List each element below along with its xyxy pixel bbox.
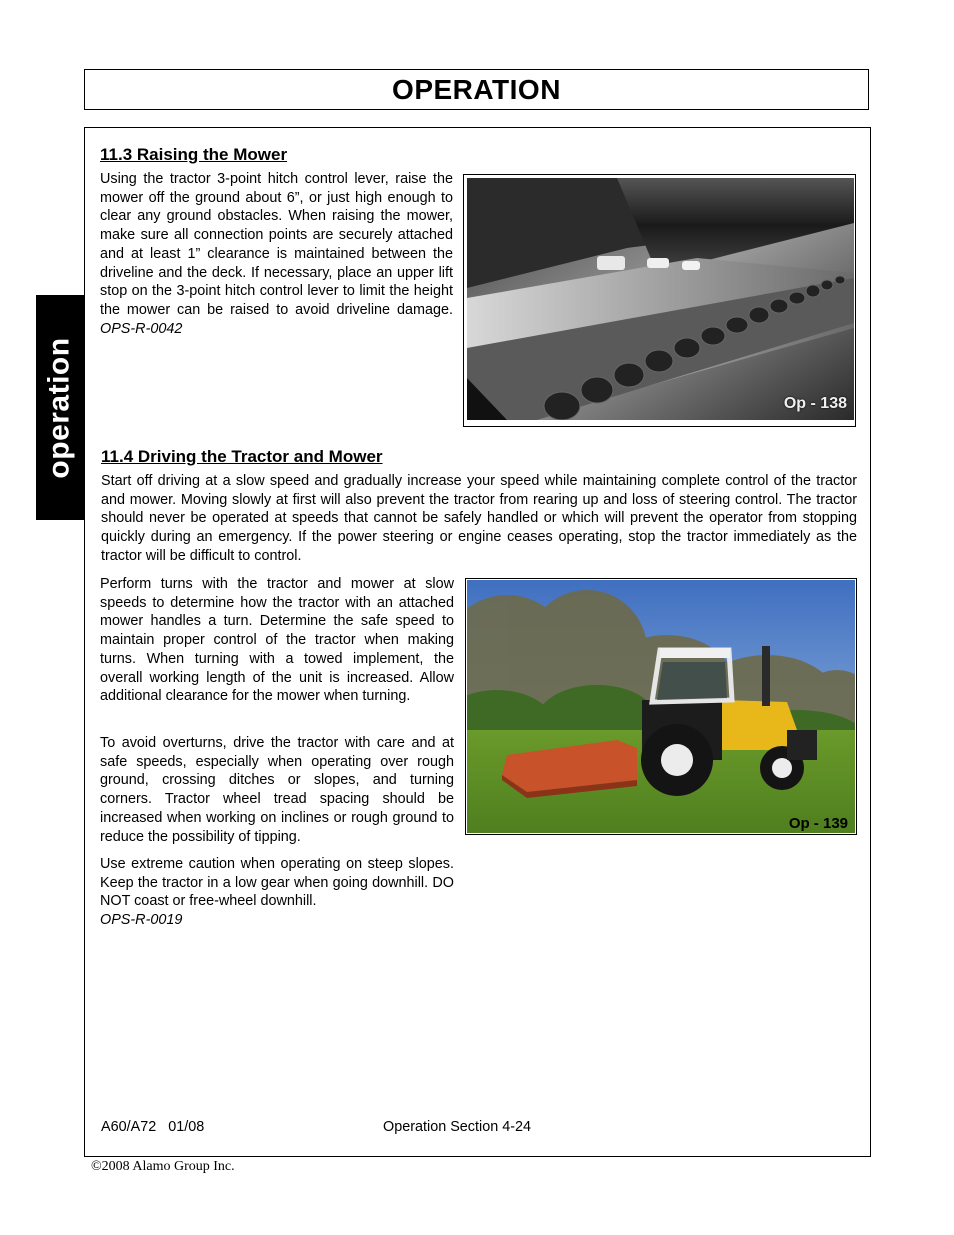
photo-op-138 [463, 174, 856, 427]
overturns-paragraph: To avoid overturns, drive the tractor with care and at safe speeds, especially when operating over rough ground, crossing ditches or slopes, and turning corners. Tractor wheel tread spacing should be increased when working on inclines or rough ground to reduce the possibility of tipping. [100, 735, 454, 845]
driveline-photo [467, 178, 854, 420]
tractor-mower-photo [467, 580, 855, 833]
slopes-paragraph [100, 855, 454, 930]
side-tab-label: operation [43, 336, 77, 479]
raising-mower-text: Using the tractor 3-point hitch control lever, raise the mower off the ground about 6”, or just high enough to clear any ground obstacles. When raising the mower, make sure all connection points are securely attached and at least 1” clearance is maintained between the driveline and the deck. If necessary, place an upper lift stop on the 3-point hitch control lever to limit the height the mower can be raised to avoid driveline damage. [100, 171, 453, 318]
driving-intro-paragraph: Start off driving at a slow speed and gradually increase your speed while maintaining complete control of the tractor and mower. Moving slowly at first will also prevent the tractor from rearing up and loss of steering control. The tractor should never be operated at speeds that cannot be safely handled or which will prevent the operator from stopping quickly during an emergency. If the power steering or engine ceases operating, stop the tractor immediately as the tractor will be difficult to control. [101, 473, 857, 564]
photo-caption-op-139: Op - 139 [788, 815, 848, 832]
slopes-code: OPS-R-0019 [100, 912, 183, 929]
photo-op-139 [465, 578, 857, 835]
turns-paragraph: Perform turns with the tractor and mower at slow speeds to determine how the tractor with an attached mower handles a turn. Determine the safe speed to maintain proper control of the tractor when making turns. When turning with a towed implement, the overall working length of the unit is increased. Allow additional clearance for the mower when turning. [100, 576, 454, 705]
copyright-notice: ©2008 Alamo Group Inc. [91, 1159, 235, 1174]
photo-caption-op-138: Op - 138 [783, 395, 847, 412]
footer-model-date: A60/A72 01/08 [101, 1119, 205, 1135]
footer-section: Operation Section 4-24 [383, 1119, 531, 1135]
raising-mower-code: OPS-R-0042 [100, 320, 183, 337]
slopes-text: Use extreme caution when operating on steep slopes. Keep the tractor in a low gear when going downhill. DO NOT coast or free-wheel downhill. [100, 856, 454, 910]
section-title-driving: 11.4 Driving the Tractor and Mower [101, 447, 383, 466]
section-title-raising-mower: 11.3 Raising the Mower [100, 145, 288, 164]
page-title: OPERATION [392, 73, 561, 105]
page-header [84, 69, 869, 110]
side-section-tab [36, 295, 84, 520]
raising-mower-paragraph [100, 170, 453, 338]
